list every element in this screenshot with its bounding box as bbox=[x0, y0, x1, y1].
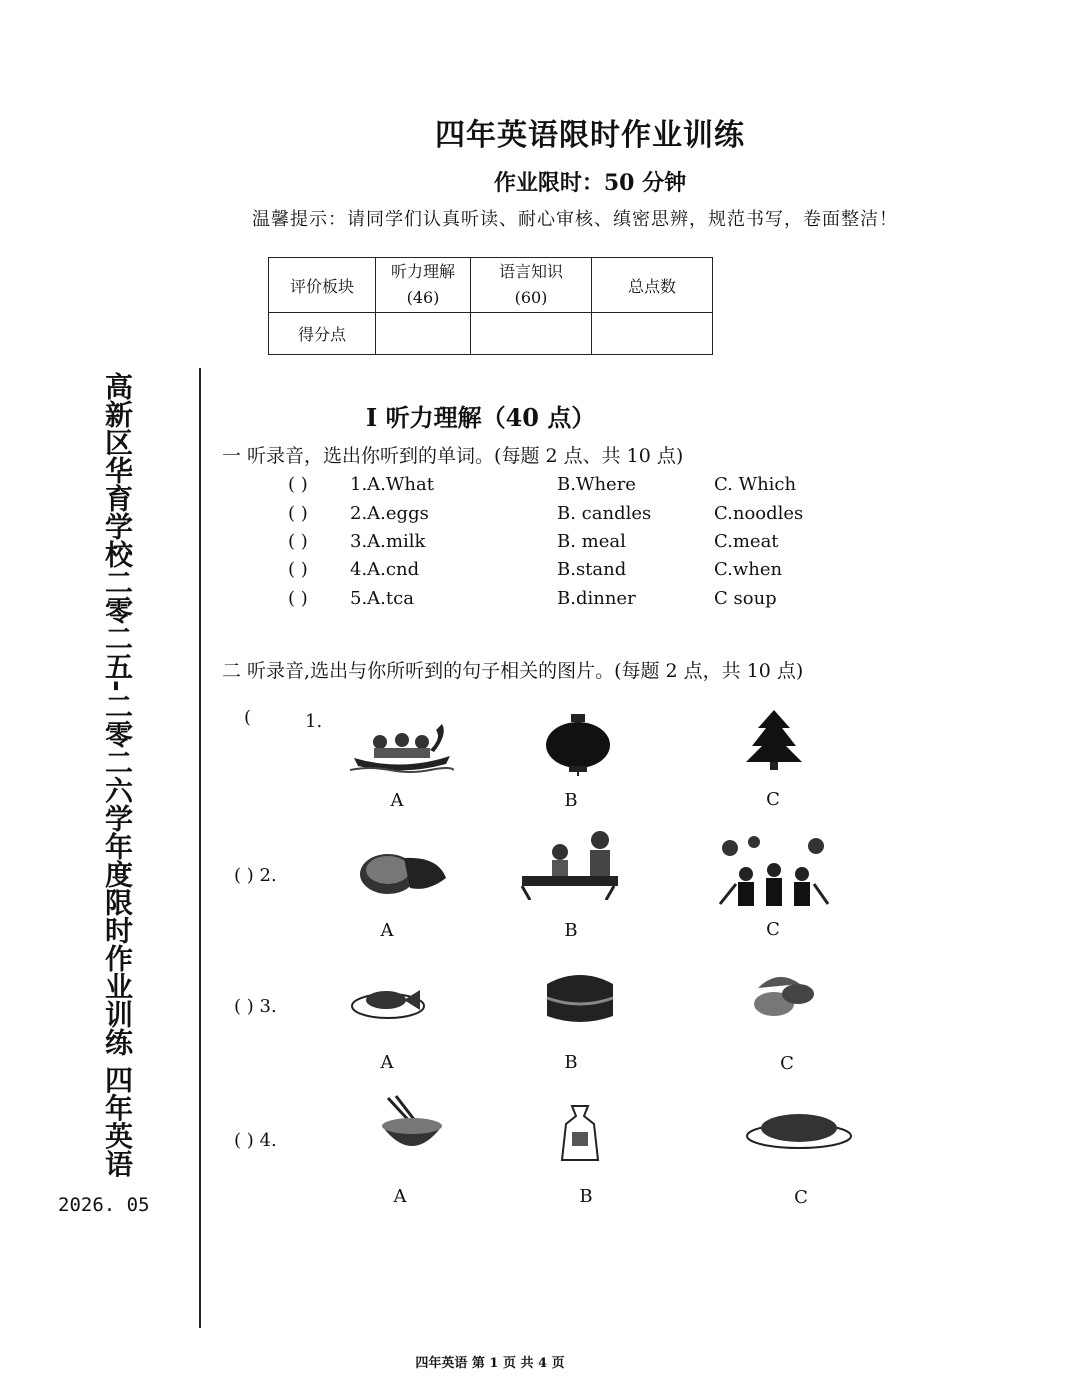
part1-item-5-b: B.dinner bbox=[557, 588, 636, 609]
exam-date: 2026. 05 bbox=[58, 1194, 150, 1216]
score-cell-listening[interactable] bbox=[376, 313, 471, 355]
part1-item-1-a: 1.A.What bbox=[350, 474, 434, 495]
part2-q3-label-a: A bbox=[380, 1052, 394, 1073]
knowledge-points: (60) bbox=[514, 288, 548, 307]
part1-item-1-b: B.Where bbox=[557, 474, 636, 495]
score-cell-knowledge[interactable] bbox=[471, 313, 592, 355]
part1-item-5-paren[interactable]: ( ) bbox=[288, 588, 308, 609]
page-footer: 四年英语 第 1 页 共 4 页 bbox=[415, 1356, 565, 1371]
part2-q2-label-b: B bbox=[564, 920, 578, 941]
part2-q1-label-b: B bbox=[564, 790, 578, 811]
part1-item-3-a: 3.A.milk bbox=[350, 531, 426, 552]
part1-item-4-a: 4.A.cnd bbox=[350, 559, 420, 580]
lantern-icon bbox=[543, 712, 613, 776]
score-table-header-knowledge bbox=[471, 258, 592, 313]
part1-item-5-c: C soup bbox=[714, 588, 777, 609]
dumplings-icon bbox=[748, 968, 816, 1024]
score-cell-total[interactable] bbox=[592, 313, 713, 355]
mooncake-icon bbox=[358, 848, 448, 896]
part1-item-2-paren[interactable]: ( ) bbox=[288, 503, 308, 524]
part1-item-2-b: B. candles bbox=[557, 503, 652, 524]
noodles-plate-icon bbox=[745, 1106, 853, 1150]
tip-text: 温馨提示：请同学们认真听读、耐心审核、缜密思辨，规范书写，卷面整洁！ bbox=[252, 209, 898, 230]
fish-dish-icon bbox=[350, 980, 430, 1022]
part2-q4-label-b: B bbox=[579, 1186, 593, 1207]
part2-q2-label-a: A bbox=[380, 920, 394, 941]
part2-q1-label-c: C bbox=[766, 789, 780, 810]
part1-item-3-b: B. meal bbox=[557, 531, 626, 552]
part1-item-2-a: 2.A.eggs bbox=[350, 503, 429, 524]
part1-item-4-paren[interactable]: ( ) bbox=[288, 559, 308, 580]
part2-q1-paren[interactable]: ( bbox=[244, 707, 252, 728]
part2-q2-label-c: C bbox=[766, 919, 780, 940]
part1-item-1-paren[interactable]: ( ) bbox=[288, 474, 308, 495]
score-table-header-listening bbox=[376, 258, 471, 313]
part1-item-3-paren[interactable]: ( ) bbox=[288, 531, 308, 552]
party-icon bbox=[716, 834, 834, 908]
noodle-bowl-icon bbox=[378, 1094, 446, 1162]
part2-q4-paren[interactable]: ( ) 4. bbox=[234, 1130, 277, 1151]
part1-item-4-c: C.when bbox=[714, 559, 783, 580]
binding-line bbox=[199, 368, 201, 1328]
part2-q2-paren[interactable]: ( ) 2. bbox=[234, 865, 277, 886]
part1-item-1-c: C. Which bbox=[714, 474, 797, 495]
vertical-school-title: 高新区华育学校二零二五-二零二六学年度限时作业训练 四年英语 bbox=[101, 372, 134, 1178]
part1-instruction: 一 听录音，选出你听到的单词。(每题 2 点、共 10 点) bbox=[222, 445, 684, 467]
part1-item-5-a: 5.A.tca bbox=[350, 588, 414, 609]
time-limit: 作业限时：50 分钟 bbox=[493, 170, 687, 196]
part1-item-3-c: C.meat bbox=[714, 531, 779, 552]
part2-q1-label-a: A bbox=[390, 790, 404, 811]
part2-q3-label-b: B bbox=[564, 1052, 578, 1073]
rice-bag-icon bbox=[558, 1102, 602, 1166]
page-title: 四年英语限时作业训练 bbox=[435, 118, 745, 153]
part2-q3-paren[interactable]: ( ) 3. bbox=[234, 996, 277, 1017]
score-table bbox=[268, 257, 713, 355]
cake-icon bbox=[541, 966, 619, 1026]
christmas-tree-icon bbox=[744, 708, 804, 770]
listening-points: (46) bbox=[406, 288, 440, 307]
part2-instruction: 二 听录音,选出与你所听到的句子相关的图片。(每题 2 点，共 10 点) bbox=[222, 660, 804, 682]
listening-label: 听力理解 bbox=[390, 262, 455, 281]
part1-item-2-c: C.noodles bbox=[714, 503, 804, 524]
part2-q4-label-c: C bbox=[794, 1187, 808, 1208]
family-meal-icon bbox=[518, 828, 622, 900]
part2-q1-number: 1. bbox=[305, 711, 323, 732]
part2-q3-label-c: C bbox=[780, 1053, 794, 1074]
section-title: Ⅰ 听力理解（40 点） bbox=[366, 403, 596, 432]
part1-item-4-b: B.stand bbox=[557, 559, 627, 580]
knowledge-label: 语言知识 bbox=[498, 262, 563, 281]
score-row-label: 得分点 bbox=[269, 313, 376, 355]
part2-q4-label-a: A bbox=[393, 1186, 407, 1207]
score-table-header-section: 评价板块 bbox=[269, 258, 376, 313]
score-table-header-total: 总点数 bbox=[592, 258, 713, 313]
dragon-boat-icon bbox=[350, 712, 454, 774]
